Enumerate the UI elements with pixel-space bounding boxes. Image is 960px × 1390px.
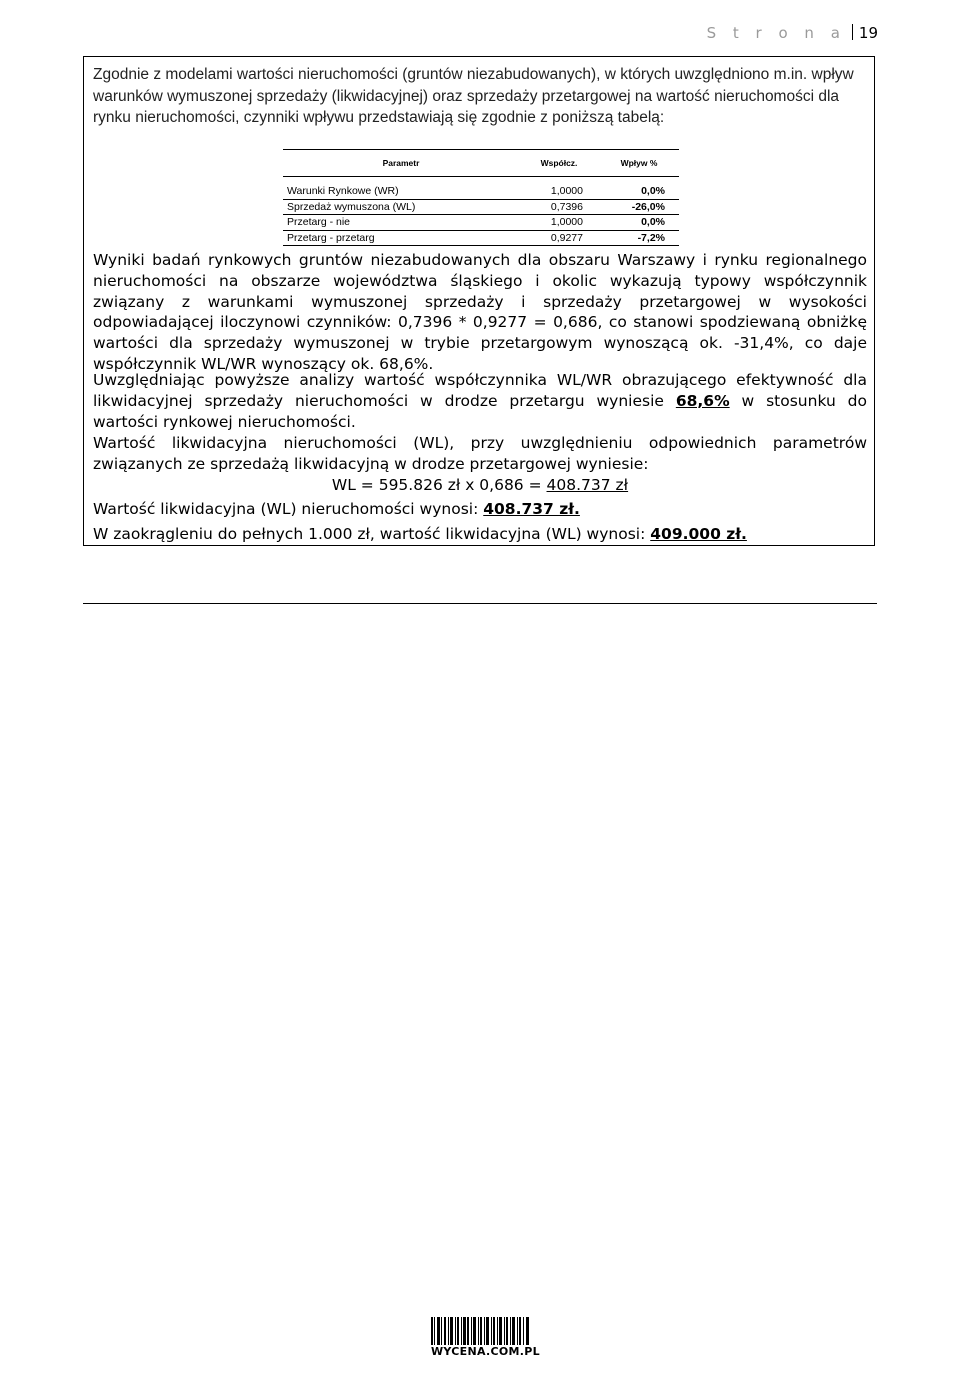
- formula-line: [93, 476, 867, 494]
- table-cell-effect: -7,2%: [599, 230, 679, 246]
- coefficient-text-end: w stosunku do wartości rynkowej nieruchomości.: [93, 391, 867, 431]
- formula-expression: WL = 595.826 zł x 0,686 =: [331, 476, 547, 494]
- market-research-paragraph: Wyniki badań rynkowych gruntów niezabudowanych dla obszaru Warszawy i rynku regionalnego nieruchomości na obszarze województwa śląskiego i okolic wykazują typowy współczynnik związany z warunkami wymuszonej sprzedaży i sprzedaży przetargowej w wysokości odpowiadającej iloczynowi czynników: 0,7396 * 0,9277 = 0,686, co stanowi spodziewaną obniżkę wartości dla sprzedaży wymuszonej w trybie przetargowym wynoszącą ok. -31,4%, co daje współczynnik WL/WR wynoszący ok. 68,6%.: [93, 251, 867, 373]
- table-header-coef: Współcz.: [519, 150, 599, 177]
- table-cell-coef: 0,7396: [519, 199, 599, 215]
- table-header-effect: Wpływ %: [599, 150, 679, 177]
- liquidation-value: 408.737 zł.: [483, 500, 580, 518]
- footer-logo: [431, 1317, 540, 1359]
- table-row: [283, 230, 679, 246]
- table-row: [283, 215, 679, 231]
- formula-result: 408.737 zł: [546, 476, 629, 494]
- table-cell-param: Przetarg - przetarg: [283, 230, 519, 246]
- table-cell-param: Warunki Rynkowe (WR): [283, 184, 519, 199]
- table-header-param: Parametr: [283, 150, 519, 177]
- page-label: S t r o n a: [706, 24, 846, 42]
- table-cell-effect: -26,0%: [599, 199, 679, 215]
- table-cell-effect: 0,0%: [599, 184, 679, 199]
- table-cell-coef: 1,0000: [519, 215, 599, 231]
- coefficient-value: 68,6%: [675, 391, 730, 410]
- table-cell-coef: 1,0000: [519, 184, 599, 199]
- liquidation-intro-paragraph: Wartość likwidacyjna nieruchomości (WL), przy uwzględnieniu odpowiednich parametrów związanych ze sprzedażą likwidacyjną w drodze przetargowej wyniesie:: [93, 434, 867, 473]
- table-cell-effect: 0,0%: [599, 215, 679, 231]
- liquidation-value-line: [93, 500, 867, 518]
- coefficient-paragraph: [93, 370, 867, 432]
- rounded-value: 409.000 zł.: [650, 525, 747, 543]
- rounded-value-label: W zaokrągleniu do pełnych 1.000 zł, wartość likwidacyjna (WL) wynosi:: [93, 525, 651, 543]
- table-row: [283, 184, 679, 199]
- intro-paragraph: Zgodnie z modelami wartości nieruchomości (gruntów niezabudowanych), w których uwzględniono m.in. wpływ warunków wymuszonej sprzedaży (likwidacyjnej) oraz sprzedaży przetargowej na wartość nieruchomości dla rynku nieruchomości, czynniki wpływu przedstawiają się zgodnie z poniższą tabelą:: [93, 66, 854, 126]
- factors-table: [283, 149, 679, 246]
- logo-text: WYCENA.COM.PL: [431, 1345, 540, 1358]
- barcode-icon: [431, 1317, 529, 1345]
- liquidation-value-label: Wartość likwidacyjna (WL) nieruchomości wynosi:: [93, 500, 484, 518]
- table-cell-param: Przetarg - nie: [283, 215, 519, 231]
- footer-rule: [83, 603, 877, 604]
- rounded-value-line: [93, 525, 867, 543]
- coefficient-text: Uwzględniając powyższe analizy wartość współczynnika WL/WR obrazującego efektywność dla likwidacyjnej sprzedaży nieruchomości w drodze przetargu wyniesie: [93, 371, 867, 410]
- page-number: 19: [858, 24, 878, 42]
- page-header: [707, 24, 878, 42]
- table-row: [283, 199, 679, 215]
- header-divider: [852, 24, 853, 40]
- table-cell-coef: 0,9277: [519, 230, 599, 246]
- table-cell-param: Sprzedaż wymuszona (WL): [283, 199, 519, 215]
